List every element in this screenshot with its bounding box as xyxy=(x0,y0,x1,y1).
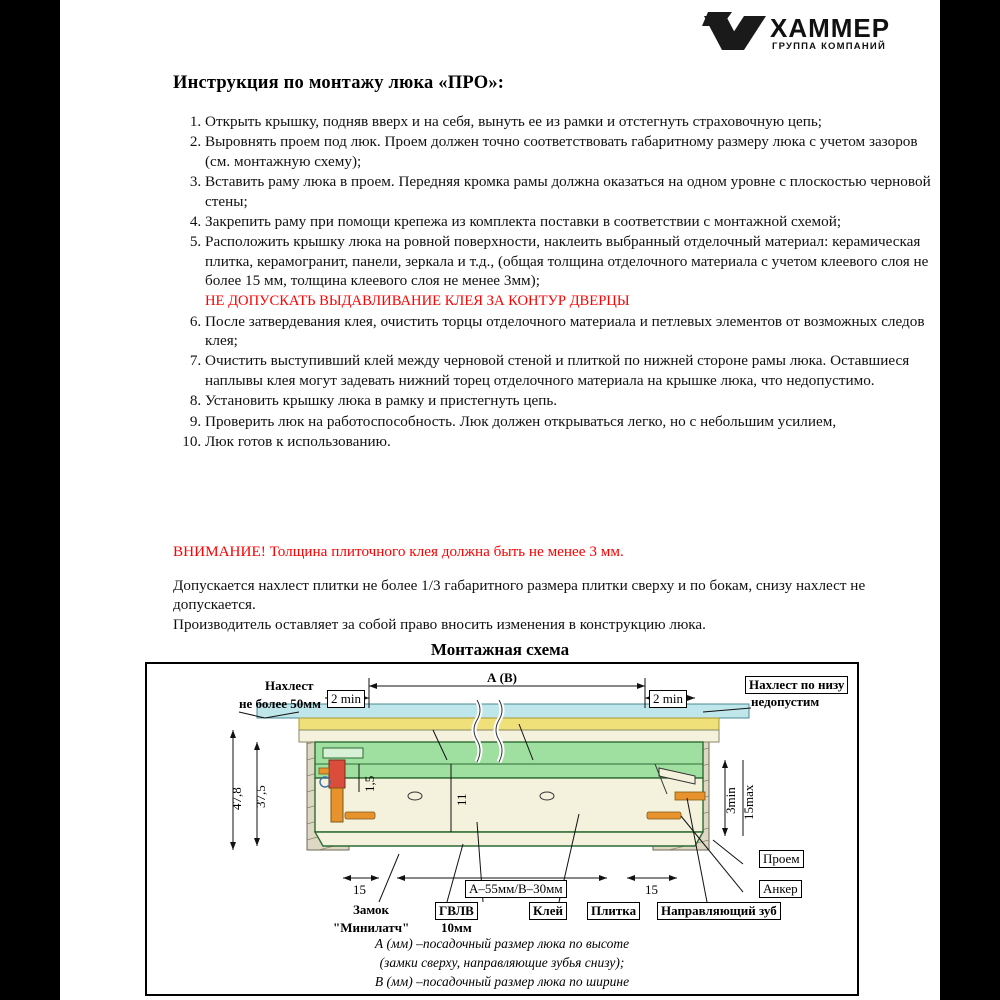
scheme-caption-1: А (мм) –посадочный размер люка по высоте xyxy=(374,936,630,951)
list-item xyxy=(205,212,945,231)
svg-text:ГРУППА КОМПАНИЙ: ГРУППА КОМПАНИЙ xyxy=(772,41,886,52)
label-guide-tooth: Направляющий зуб xyxy=(657,902,781,920)
label-dim-47-8: 47,8 xyxy=(229,787,244,810)
list-item xyxy=(205,391,945,410)
label-lock-1: Замок xyxy=(353,902,390,917)
label-2min-left: 2 min xyxy=(327,690,365,708)
label-dim-15max: 15max xyxy=(741,784,756,820)
step-text: Проверить люк на работоспособность. Люк должен открываться легко, но с небольшим усилием, xyxy=(205,412,837,430)
label-overlap-bottom-2: недопустим xyxy=(751,694,820,709)
glue-layer xyxy=(299,718,719,730)
step-text: Вставить раму люка в проем. Передняя кромка рамы должна оказаться на одном уровне с плоскостью черновой стены; xyxy=(205,173,931,210)
label-dim-11: 11 xyxy=(454,793,469,806)
list-item xyxy=(205,172,945,211)
label-dim-1-5: 1,5 xyxy=(362,775,377,792)
label-dim-a-b: А (В) xyxy=(487,670,517,685)
label-anchor: Анкер xyxy=(759,880,802,898)
label-overlap-top-2: не более 50мм xyxy=(239,696,321,711)
label-2min-right: 2 min xyxy=(649,690,687,708)
label-dim-37-5: 37,5 xyxy=(253,785,268,808)
list-item xyxy=(205,312,945,351)
step-text: Выровнять проем под люк. Проем должен точно соответствовать габаритному размеру люка с учетом зазоров (см. монтажную схему); xyxy=(205,133,918,170)
mounting-scheme xyxy=(145,662,859,996)
scheme-title: Монтажная схема xyxy=(430,640,570,659)
list-item xyxy=(205,351,945,390)
list-item xyxy=(205,132,945,171)
scheme-caption-2: (замки сверху, направляющие зубья снизу); xyxy=(379,955,625,970)
list-item xyxy=(205,232,945,310)
anchor-left xyxy=(345,812,375,819)
attention-note: ВНИМАНИЕ! Толщина плиточного клея должна быть не менее 3 мм. xyxy=(173,543,624,560)
list-item xyxy=(205,112,945,131)
label-overlap-bottom-1: Нахлест по низу xyxy=(745,676,848,694)
step-text: После затвердевания клея, очистить торцы отделочного материала и петлевых элементов от возможных следов клея; xyxy=(205,312,925,350)
svg-text:ХАММЕР: ХАММЕР xyxy=(770,13,891,43)
anchor-right xyxy=(647,812,681,819)
label-gvlv-2: 10мм xyxy=(441,920,472,935)
step-text: Открыть крышку, подняв вверх и на себя, вынуть ее из рамки и отстегнуть страховочную цепь; xyxy=(205,113,822,130)
label-gvlv-1: ГВЛВ xyxy=(435,902,478,920)
page-title: Инструкция по монтажу люка «ПРО»: xyxy=(173,73,505,93)
label-tile: Плитка xyxy=(587,902,640,920)
label-glue: Клей xyxy=(529,902,567,920)
scheme-caption-3: В (мм) –посадочный размер люка по ширине xyxy=(374,974,630,989)
lid-body xyxy=(315,742,703,846)
list-item xyxy=(205,412,945,431)
document-page xyxy=(60,0,940,1000)
label-15-right: 15 xyxy=(645,882,658,897)
company-logo xyxy=(698,10,898,56)
label-lock-2: "Минилатч" xyxy=(333,920,410,935)
step-text: Очистить выступивший клей между черновой стеной и плиткой по нижней стороне рамы люка. Оставшиеся наплывы клея могут задевать нижний торец отделочного материала на крышке люка, что недопустимо. xyxy=(205,352,910,389)
label-formula: А–55мм/В–30мм xyxy=(465,880,567,898)
paragraph-manufacturer: Производитель оставляет за собой право вносить изменения в конструкцию люка. xyxy=(173,616,706,633)
label-dim-3min: 3min xyxy=(723,787,738,814)
step-text: Закрепить раму при помощи крепежа из комплекта поставки в соответствии с монтажной схемой; xyxy=(205,213,842,231)
label-opening: Проем xyxy=(759,850,804,868)
step-text: Установить крышку люка в рамку и пристегнуть цепь. xyxy=(205,392,558,410)
step-text: Люк готов к использованию. xyxy=(205,433,391,451)
label-overlap-top-1: Нахлест xyxy=(265,678,314,693)
list-item xyxy=(205,432,945,451)
step5-warning: НЕ ДОПУСКАТЬ ВЫДАВЛИВАНИЕ КЛЕЯ ЗА КОНТУР ДВЕРЦЫ xyxy=(205,292,630,309)
instruction-list xyxy=(173,112,945,453)
step-text: Расположить крышку люка на ровной поверхности, наклеить выбранный отделочный материал: керамическая плитка, керамогранит, панели, зеркала и т.д., (общая толщина отделочного материала с учетом клеевого слоя не более 15 мм, толщина клеевого слоя не менее 3мм); xyxy=(205,233,929,290)
gvlv-panel xyxy=(299,730,719,742)
paragraph-overlap: Допускается нахлест плитки не более 1/3 габаритного размера плитки сверху и по бокам, снизу нахлест не допускается. xyxy=(173,577,866,614)
label-15-left: 15 xyxy=(353,882,366,897)
